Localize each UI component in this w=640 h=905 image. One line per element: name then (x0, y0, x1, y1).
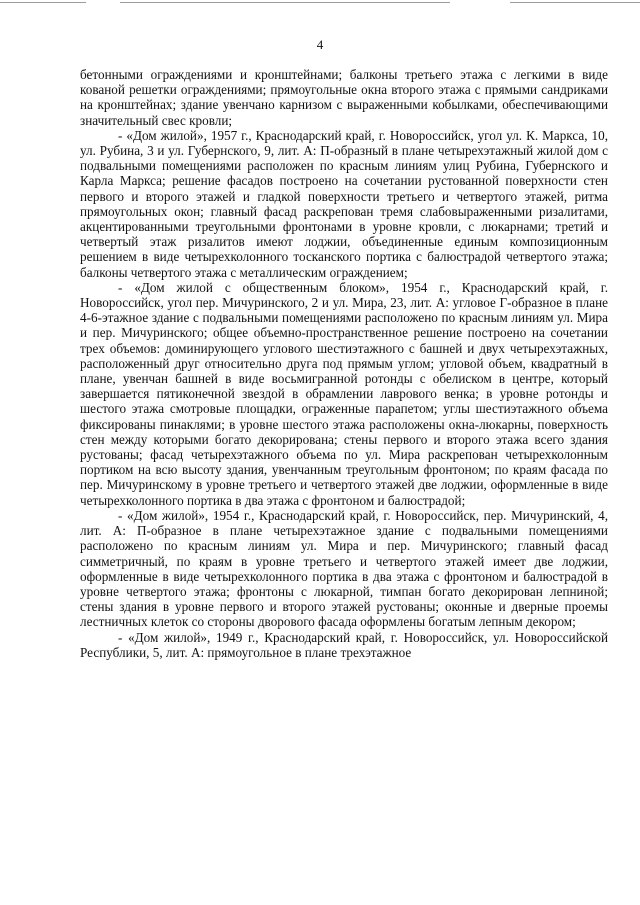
scan-edge-rule-left (0, 2, 86, 3)
page-number: 4 (316, 37, 324, 52)
list-item: - «Дом жилой», 1954 г., Краснодарский край, г. Новороссийск, пер. Мичуринский, 4, лит. А: П-образное в плане четырехэтажное здание с подвальными помещениями расположено по красным линиям ул. Мира и пер. Мичуринского; главный фасад симметричный, по краям в уровне третьего и четвертого этажей имеет две лоджии, оформленные в виде четырехколонного портика в два этажа с фронтоном и балюстрадой в уровне четвертого этажа; фронтоны с люкарной, тимпан богато декорирован лепниной; стены здания в уровне первого и второго этажей рустованы; оконные и дверные проемы лестничных клеток со стороны дворового фасада оформлены богатым лепным декором; (80, 507, 608, 630)
list-item: - «Дом жилой», 1957 г., Краснодарский край, г. Новороссийск, угол ул. К. Маркса, 10, ул. Рубина, 3 и ул. Губернского, 9, лит. А: П-образный в плане четырехэтажный жилой дом с подвальными помещениями расположен по красным линиям улиц Рубина, Губернского и Карла Маркса; решение фасадов построено на сочетании рустованной поверхности стен первого и второго этажей и гладкой поверхности третьего и четвертого этажей, ритма прямоугольных окон; главный фасад раскрепован тремя слабовыраженными ризалитами, акцентированными треугольными фронтонами в уровне кровли, с люкарнами; третий и четвертый этаж ризалитов имеют лоджии, объединенные единым композиционным решением в виде четырехколонного тосканского портика с балюстрадой четвертого этажа; балконы четвертого этажа с металлическим ограждением; (80, 127, 608, 280)
list-item: - «Дом жилой», 1949 г., Краснодарский край, г. Новороссийск, ул. Новороссийской Республики, 5, лит. А: прямоугольное в плане трехэтажное (80, 629, 608, 660)
scan-edge-rule-center (120, 2, 450, 3)
paragraph-continuation: бетонными ограждениями и кронштейнами; балконы третьего этажа с легкими в виде кованой решетки ограждениями; прямоугольные окна второго этажа с прямыми сандриками на кронштейнах; здание увенчано карнизом с выраженными кобылками, обеспечивающими значительный свес кровли; (80, 67, 608, 128)
list-item: - «Дом жилой с общественным блоком», 1954 г., Краснодарский край, г. Новороссийск, угол пер. Мичуринского, 2 и ул. Мира, 23, лит. А: угловое Г-образное в плане 4-6-этажное здание с подвальными помещениями расположено по красным линиям ул. Мира и пер. Мичуринского; общее объемно-пространственное решение построено на сочетании трех объемов: доминирующего углового шестиэтажного с башней и двух четырехэтажных, расположенный друг относительно друга под прямым углом; угловой объем, квадратный в плане, увенчан башней в виде восьмигранной ротонды с обелиском в центре, который завершается пятиконечной звездой в обрамлении лаврового венка; в уровне ротонды и шестого этажа смотровые площадки, ограженные парапетом; углы шестиэтажного объема фиксированы пинаклями; в уровне шестого этажа расположены окна-люкарны, поверхность стен между которыми богато декорирована; стены первого и второго этажа всего здания рустованы; фасад четырехэтажного объема по ул. Мира раскрепован четырехколонным портиком на всю высоту здания, увенчанным треугольным фронтоном; по краям фасада по пер. Мичуринскому в уровне третьего и четвертого этажей две лоджии, оформленные в виде четырехколонного портика в два этажа с фронтоном и балюстрадой; (80, 279, 608, 508)
scan-edge-rule-right (510, 2, 640, 3)
document-body (80, 67, 608, 660)
